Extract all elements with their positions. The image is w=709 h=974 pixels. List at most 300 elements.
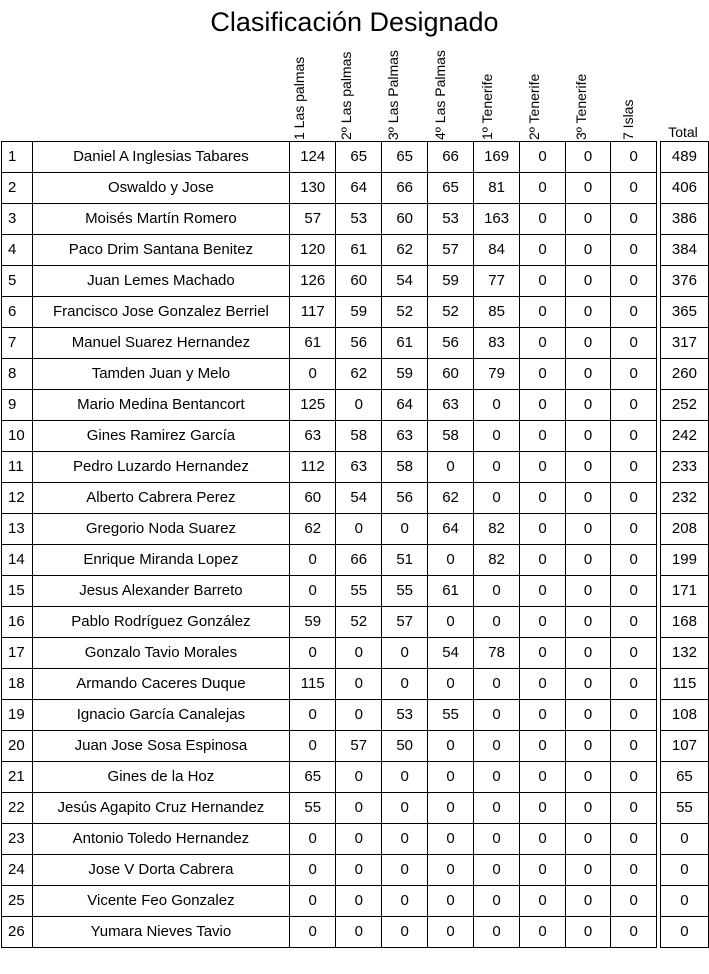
player-name-cell: Juan Lemes Machado bbox=[32, 266, 289, 297]
score-cell: 0 bbox=[336, 793, 382, 824]
score-cell: 0 bbox=[290, 700, 336, 731]
score-cell: 57 bbox=[290, 204, 336, 235]
table-row bbox=[2, 514, 709, 545]
score-cell: 0 bbox=[428, 793, 474, 824]
total-cell: 0 bbox=[660, 886, 708, 917]
score-cell: 0 bbox=[565, 700, 611, 731]
score-cell: 0 bbox=[336, 514, 382, 545]
total-cell: 242 bbox=[660, 421, 708, 452]
score-cell: 0 bbox=[290, 855, 336, 886]
score-cell: 130 bbox=[290, 173, 336, 204]
score-cell: 0 bbox=[565, 607, 611, 638]
score-cell: 0 bbox=[428, 669, 474, 700]
score-cell: 0 bbox=[565, 483, 611, 514]
score-cell: 0 bbox=[520, 359, 566, 390]
score-cell: 59 bbox=[428, 266, 474, 297]
score-cell: 0 bbox=[290, 359, 336, 390]
score-cell: 57 bbox=[382, 607, 428, 638]
total-cell: 208 bbox=[660, 514, 708, 545]
total-cell: 260 bbox=[660, 359, 708, 390]
score-cell: 0 bbox=[428, 607, 474, 638]
score-cell: 0 bbox=[565, 514, 611, 545]
score-cell: 115 bbox=[290, 669, 336, 700]
table-row bbox=[2, 204, 709, 235]
rank-cell: 10 bbox=[2, 421, 33, 452]
score-cell: 0 bbox=[611, 731, 657, 762]
score-cell: 0 bbox=[611, 514, 657, 545]
score-cell: 0 bbox=[428, 545, 474, 576]
score-cell: 0 bbox=[382, 638, 428, 669]
score-cell: 64 bbox=[382, 390, 428, 421]
score-cell: 0 bbox=[611, 855, 657, 886]
score-cell: 0 bbox=[611, 235, 657, 266]
score-cell: 0 bbox=[520, 266, 566, 297]
score-cell: 56 bbox=[382, 483, 428, 514]
score-cell: 0 bbox=[565, 545, 611, 576]
total-cell: 65 bbox=[660, 762, 708, 793]
total-cell: 365 bbox=[660, 297, 708, 328]
score-cell: 0 bbox=[474, 917, 520, 948]
score-cell: 55 bbox=[290, 793, 336, 824]
total-cell: 406 bbox=[660, 173, 708, 204]
player-name-cell: Armando Caceres Duque bbox=[32, 669, 289, 700]
score-cell: 83 bbox=[474, 328, 520, 359]
score-cell: 66 bbox=[336, 545, 382, 576]
score-cell: 63 bbox=[382, 421, 428, 452]
score-cell: 0 bbox=[336, 762, 382, 793]
score-cell: 0 bbox=[565, 173, 611, 204]
score-cell: 0 bbox=[611, 390, 657, 421]
rank-cell: 16 bbox=[2, 607, 33, 638]
score-cell: 0 bbox=[336, 886, 382, 917]
score-cell: 0 bbox=[382, 793, 428, 824]
score-cell: 0 bbox=[520, 669, 566, 700]
ranking-table bbox=[1, 141, 709, 948]
score-cell: 0 bbox=[336, 855, 382, 886]
table-row bbox=[2, 576, 709, 607]
rank-cell: 24 bbox=[2, 855, 33, 886]
score-cell: 0 bbox=[520, 173, 566, 204]
total-cell: 0 bbox=[660, 917, 708, 948]
score-cell: 63 bbox=[428, 390, 474, 421]
score-cell: 0 bbox=[520, 793, 566, 824]
rank-cell: 12 bbox=[2, 483, 33, 514]
player-name-cell: Mario Medina Bentancort bbox=[32, 390, 289, 421]
score-cell: 0 bbox=[336, 700, 382, 731]
rank-cell: 15 bbox=[2, 576, 33, 607]
table-row bbox=[2, 855, 709, 886]
score-cell: 0 bbox=[611, 452, 657, 483]
score-cell: 55 bbox=[428, 700, 474, 731]
score-cell: 169 bbox=[474, 142, 520, 173]
rank-cell: 20 bbox=[2, 731, 33, 762]
score-cell: 0 bbox=[474, 576, 520, 607]
score-cell: 60 bbox=[428, 359, 474, 390]
score-cell: 81 bbox=[474, 173, 520, 204]
score-cell: 0 bbox=[611, 297, 657, 328]
score-cell: 0 bbox=[290, 545, 336, 576]
score-cell: 0 bbox=[611, 607, 657, 638]
player-name-cell: Gonzalo Tavio Morales bbox=[32, 638, 289, 669]
rank-cell: 5 bbox=[2, 266, 33, 297]
score-cell: 59 bbox=[382, 359, 428, 390]
score-cell: 82 bbox=[474, 545, 520, 576]
player-name-cell: Enrique Miranda Lopez bbox=[32, 545, 289, 576]
score-cell: 0 bbox=[565, 762, 611, 793]
score-cell: 82 bbox=[474, 514, 520, 545]
score-cell: 0 bbox=[290, 638, 336, 669]
score-cell: 0 bbox=[520, 452, 566, 483]
score-cell: 0 bbox=[520, 483, 566, 514]
total-cell: 489 bbox=[660, 142, 708, 173]
score-cell: 58 bbox=[382, 452, 428, 483]
table-row bbox=[2, 328, 709, 359]
score-cell: 0 bbox=[611, 762, 657, 793]
score-cell: 0 bbox=[565, 142, 611, 173]
rank-cell: 14 bbox=[2, 545, 33, 576]
table-row bbox=[2, 762, 709, 793]
score-cell: 0 bbox=[611, 638, 657, 669]
player-name-cell: Manuel Suarez Hernandez bbox=[32, 328, 289, 359]
total-cell: 55 bbox=[660, 793, 708, 824]
score-cell: 0 bbox=[520, 700, 566, 731]
score-cell: 53 bbox=[336, 204, 382, 235]
score-cell: 0 bbox=[520, 297, 566, 328]
score-cell: 0 bbox=[520, 328, 566, 359]
score-cell: 0 bbox=[611, 173, 657, 204]
score-cell: 77 bbox=[474, 266, 520, 297]
score-cell: 0 bbox=[520, 576, 566, 607]
rank-cell: 2 bbox=[2, 173, 33, 204]
score-cell: 0 bbox=[565, 576, 611, 607]
score-cell: 61 bbox=[428, 576, 474, 607]
score-cell: 51 bbox=[382, 545, 428, 576]
score-cell: 0 bbox=[290, 886, 336, 917]
total-cell: 132 bbox=[660, 638, 708, 669]
score-cell: 62 bbox=[290, 514, 336, 545]
score-cell: 0 bbox=[611, 793, 657, 824]
score-cell: 0 bbox=[474, 762, 520, 793]
score-cell: 60 bbox=[382, 204, 428, 235]
score-cell: 120 bbox=[290, 235, 336, 266]
player-name-cell: Oswaldo y Jose bbox=[32, 173, 289, 204]
score-cell: 55 bbox=[336, 576, 382, 607]
score-cell: 0 bbox=[520, 638, 566, 669]
score-cell: 54 bbox=[382, 266, 428, 297]
score-cell: 0 bbox=[520, 204, 566, 235]
score-cell: 0 bbox=[611, 359, 657, 390]
score-cell: 0 bbox=[565, 204, 611, 235]
score-cell: 84 bbox=[474, 235, 520, 266]
table-row bbox=[2, 793, 709, 824]
score-cell: 0 bbox=[428, 886, 474, 917]
table-row bbox=[2, 700, 709, 731]
score-cell: 61 bbox=[290, 328, 336, 359]
score-cell: 0 bbox=[565, 855, 611, 886]
score-cell: 0 bbox=[474, 855, 520, 886]
score-cell: 0 bbox=[520, 142, 566, 173]
score-cell: 112 bbox=[290, 452, 336, 483]
score-cell: 125 bbox=[290, 390, 336, 421]
player-name-cell: Yumara Nieves Tavio bbox=[32, 917, 289, 948]
score-cell: 0 bbox=[565, 359, 611, 390]
total-cell: 0 bbox=[660, 855, 708, 886]
table-row bbox=[2, 297, 709, 328]
total-cell: 386 bbox=[660, 204, 708, 235]
table-row bbox=[2, 452, 709, 483]
score-cell: 0 bbox=[520, 607, 566, 638]
score-cell: 57 bbox=[428, 235, 474, 266]
score-cell: 0 bbox=[382, 917, 428, 948]
score-cell: 62 bbox=[428, 483, 474, 514]
score-cell: 0 bbox=[336, 917, 382, 948]
rank-cell: 3 bbox=[2, 204, 33, 235]
player-name-cell: Gines de la Hoz bbox=[32, 762, 289, 793]
score-cell: 0 bbox=[520, 855, 566, 886]
score-cell: 0 bbox=[565, 824, 611, 855]
score-cell: 0 bbox=[565, 669, 611, 700]
score-cell: 126 bbox=[290, 266, 336, 297]
score-cell: 65 bbox=[382, 142, 428, 173]
table-row bbox=[2, 638, 709, 669]
page-title: Clasificación Designado bbox=[210, 7, 499, 37]
player-name-cell: Jose V Dorta Cabrera bbox=[32, 855, 289, 886]
score-cell: 0 bbox=[611, 669, 657, 700]
score-cell: 0 bbox=[565, 266, 611, 297]
score-cell: 0 bbox=[611, 917, 657, 948]
score-cell: 0 bbox=[336, 638, 382, 669]
score-cell: 53 bbox=[382, 700, 428, 731]
score-cell: 56 bbox=[336, 328, 382, 359]
score-cell: 0 bbox=[565, 328, 611, 359]
score-cell: 0 bbox=[520, 514, 566, 545]
score-cell: 0 bbox=[565, 390, 611, 421]
total-cell: 233 bbox=[660, 452, 708, 483]
score-cell: 64 bbox=[428, 514, 474, 545]
player-name-cell: Pablo Rodríguez González bbox=[32, 607, 289, 638]
score-cell: 0 bbox=[428, 452, 474, 483]
score-cell: 0 bbox=[474, 421, 520, 452]
player-name-cell: Jesús Agapito Cruz Hernandez bbox=[32, 793, 289, 824]
player-name-cell: Paco Drim Santana Benitez bbox=[32, 235, 289, 266]
player-name-cell: Tamden Juan y Melo bbox=[32, 359, 289, 390]
table-row bbox=[2, 235, 709, 266]
score-cell: 56 bbox=[428, 328, 474, 359]
score-cell: 54 bbox=[428, 638, 474, 669]
player-name-cell: Ignacio García Canalejas bbox=[32, 700, 289, 731]
rank-cell: 9 bbox=[2, 390, 33, 421]
table-row bbox=[2, 669, 709, 700]
score-cell: 0 bbox=[520, 545, 566, 576]
score-cell: 0 bbox=[520, 390, 566, 421]
score-cell: 60 bbox=[336, 266, 382, 297]
player-name-cell: Gregorio Noda Suarez bbox=[32, 514, 289, 545]
table-row bbox=[2, 483, 709, 514]
score-cell: 0 bbox=[474, 390, 520, 421]
table-row bbox=[2, 173, 709, 204]
score-cell: 53 bbox=[428, 204, 474, 235]
score-cell: 58 bbox=[336, 421, 382, 452]
score-cell: 0 bbox=[611, 700, 657, 731]
score-cell: 63 bbox=[336, 452, 382, 483]
score-cell: 0 bbox=[474, 483, 520, 514]
total-cell: 115 bbox=[660, 669, 708, 700]
player-name-cell: Daniel A Inglesias Tabares bbox=[32, 142, 289, 173]
score-cell: 0 bbox=[474, 607, 520, 638]
score-cell: 63 bbox=[290, 421, 336, 452]
rank-cell: 4 bbox=[2, 235, 33, 266]
table-row bbox=[2, 266, 709, 297]
score-cell: 0 bbox=[474, 731, 520, 762]
score-cell: 52 bbox=[336, 607, 382, 638]
total-cell: 376 bbox=[660, 266, 708, 297]
score-cell: 117 bbox=[290, 297, 336, 328]
score-cell: 0 bbox=[336, 824, 382, 855]
table-row bbox=[2, 731, 709, 762]
score-cell: 0 bbox=[474, 669, 520, 700]
rank-cell: 22 bbox=[2, 793, 33, 824]
score-cell: 0 bbox=[611, 204, 657, 235]
score-cell: 78 bbox=[474, 638, 520, 669]
rank-cell: 19 bbox=[2, 700, 33, 731]
score-cell: 62 bbox=[382, 235, 428, 266]
player-name-cell: Gines Ramirez García bbox=[32, 421, 289, 452]
table-row bbox=[2, 824, 709, 855]
score-cell: 0 bbox=[428, 731, 474, 762]
rank-cell: 21 bbox=[2, 762, 33, 793]
score-cell: 0 bbox=[474, 700, 520, 731]
total-cell: 252 bbox=[660, 390, 708, 421]
score-cell: 0 bbox=[336, 390, 382, 421]
score-cell: 55 bbox=[382, 576, 428, 607]
score-cell: 59 bbox=[290, 607, 336, 638]
score-cell: 0 bbox=[611, 824, 657, 855]
score-cell: 0 bbox=[382, 886, 428, 917]
score-cell: 0 bbox=[382, 514, 428, 545]
score-cell: 0 bbox=[611, 545, 657, 576]
score-cell: 0 bbox=[565, 297, 611, 328]
table-row bbox=[2, 545, 709, 576]
score-cell: 0 bbox=[382, 669, 428, 700]
score-cell: 0 bbox=[611, 328, 657, 359]
score-cell: 0 bbox=[382, 824, 428, 855]
score-cell: 0 bbox=[474, 793, 520, 824]
table-row bbox=[2, 607, 709, 638]
table-row bbox=[2, 142, 709, 173]
rank-cell: 11 bbox=[2, 452, 33, 483]
score-cell: 0 bbox=[565, 886, 611, 917]
player-name-cell: Antonio Toledo Hernandez bbox=[32, 824, 289, 855]
score-cell: 59 bbox=[336, 297, 382, 328]
total-cell: 317 bbox=[660, 328, 708, 359]
rank-cell: 25 bbox=[2, 886, 33, 917]
score-cell: 0 bbox=[474, 886, 520, 917]
ranking-rows bbox=[2, 142, 709, 948]
rank-cell: 23 bbox=[2, 824, 33, 855]
score-cell: 0 bbox=[474, 452, 520, 483]
table-row bbox=[2, 359, 709, 390]
score-cell: 66 bbox=[428, 142, 474, 173]
score-cell: 0 bbox=[428, 762, 474, 793]
score-cell: 65 bbox=[336, 142, 382, 173]
score-cell: 58 bbox=[428, 421, 474, 452]
score-cell: 62 bbox=[336, 359, 382, 390]
score-cell: 0 bbox=[290, 824, 336, 855]
score-cell: 0 bbox=[611, 266, 657, 297]
score-cell: 60 bbox=[290, 483, 336, 514]
score-cell: 0 bbox=[290, 917, 336, 948]
score-cell: 0 bbox=[611, 886, 657, 917]
total-header: Total bbox=[668, 124, 698, 140]
rank-cell: 13 bbox=[2, 514, 33, 545]
score-cell: 0 bbox=[565, 452, 611, 483]
score-cell: 0 bbox=[565, 917, 611, 948]
table-row bbox=[2, 421, 709, 452]
score-cell: 0 bbox=[520, 824, 566, 855]
total-cell: 0 bbox=[660, 824, 708, 855]
table-row bbox=[2, 886, 709, 917]
player-name-cell: Vicente Feo Gonzalez bbox=[32, 886, 289, 917]
score-cell: 0 bbox=[428, 855, 474, 886]
table-row bbox=[2, 917, 709, 948]
score-cell: 0 bbox=[565, 731, 611, 762]
total-cell: 168 bbox=[660, 607, 708, 638]
total-cell: 384 bbox=[660, 235, 708, 266]
score-cell: 163 bbox=[474, 204, 520, 235]
total-cell: 108 bbox=[660, 700, 708, 731]
score-cell: 65 bbox=[428, 173, 474, 204]
player-name-cell: Juan Jose Sosa Espinosa bbox=[32, 731, 289, 762]
score-cell: 0 bbox=[336, 669, 382, 700]
score-cell: 0 bbox=[565, 638, 611, 669]
score-cell: 0 bbox=[520, 886, 566, 917]
score-cell: 52 bbox=[428, 297, 474, 328]
total-cell: 107 bbox=[660, 731, 708, 762]
player-name-cell: Pedro Luzardo Hernandez bbox=[32, 452, 289, 483]
total-cell: 171 bbox=[660, 576, 708, 607]
table-row bbox=[2, 390, 709, 421]
score-cell: 65 bbox=[290, 762, 336, 793]
rank-cell: 6 bbox=[2, 297, 33, 328]
score-cell: 61 bbox=[336, 235, 382, 266]
rank-cell: 18 bbox=[2, 669, 33, 700]
score-cell: 0 bbox=[520, 421, 566, 452]
score-cell: 79 bbox=[474, 359, 520, 390]
score-cell: 66 bbox=[382, 173, 428, 204]
rank-cell: 7 bbox=[2, 328, 33, 359]
player-name-cell: Moisés Martín Romero bbox=[32, 204, 289, 235]
score-cell: 0 bbox=[520, 917, 566, 948]
rank-cell: 26 bbox=[2, 917, 33, 948]
score-cell: 0 bbox=[611, 142, 657, 173]
score-cell: 0 bbox=[611, 483, 657, 514]
score-cell: 0 bbox=[428, 917, 474, 948]
rank-cell: 17 bbox=[2, 638, 33, 669]
score-cell: 64 bbox=[336, 173, 382, 204]
rank-cell: 8 bbox=[2, 359, 33, 390]
score-cell: 0 bbox=[565, 235, 611, 266]
score-cell: 52 bbox=[382, 297, 428, 328]
score-cell: 85 bbox=[474, 297, 520, 328]
score-cell: 0 bbox=[474, 824, 520, 855]
total-cell: 232 bbox=[660, 483, 708, 514]
player-name-cell: Francisco Jose Gonzalez Berriel bbox=[32, 297, 289, 328]
score-cell: 54 bbox=[336, 483, 382, 514]
score-cell: 61 bbox=[382, 328, 428, 359]
score-cell: 0 bbox=[611, 576, 657, 607]
score-cell: 124 bbox=[290, 142, 336, 173]
score-cell: 0 bbox=[290, 731, 336, 762]
